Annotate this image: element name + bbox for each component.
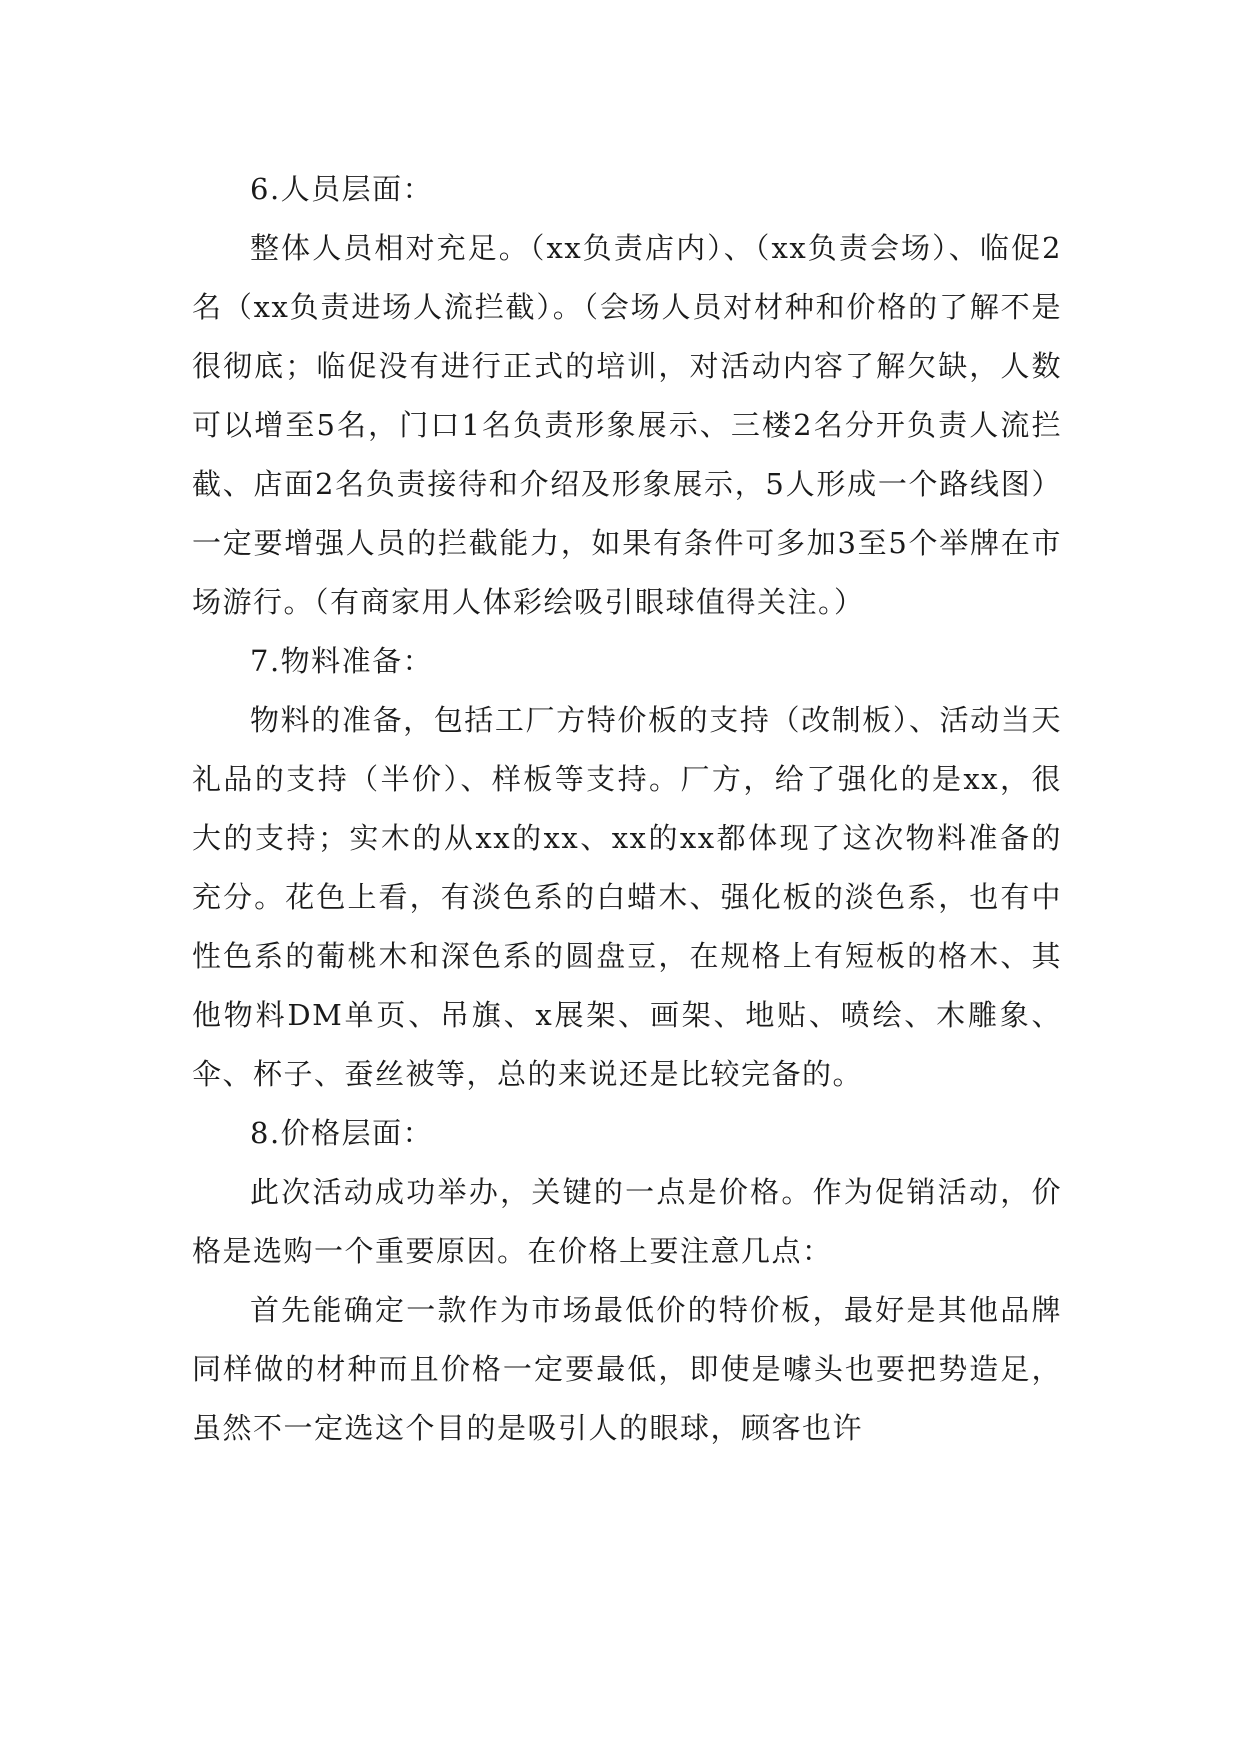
document-body: [192, 160, 1062, 1458]
paragraph-materials: 物料的准备，包括工厂方特价板的支持（改制板）、活动当天礼品的支持（半价）、样板等支持。厂方，给了强化的是xx，很大的支持；实木的从xx的xx、xx的xx都体现了这次物料准备的充分。花色上看，有淡色系的白蜡木、强化板的淡色系，也有中性色系的葡桃木和深色系的圆盘豆，在规格上有短板的格木、其他物料DM单页、吊旗、x展架、画架、地贴、喷绘、木雕象、伞、杯子、蚕丝被等，总的来说还是比较完备的。: [192, 703, 1062, 1091]
paragraph-personnel: 整体人员相对充足。（xx负责店内）、（xx负责会场）、临促2名（xx负责进场人流拦截）。（会场人员对材种和价格的了解不是很彻底；临促没有进行正式的培训，对活动内容了解欠缺，人数可以增至5名，门口1名负责形象展示、三楼2名分开负责人流拦截、店面2名负责接待和介绍及形象展示，5人形成一个路线图）一定要增强人员的拦截能力，如果有条件可多加3至5个举牌在市场游行。（有商家用人体彩绘吸引眼球值得关注。）: [192, 231, 1062, 619]
paragraph-pricing-intro: 此次活动成功举办，关键的一点是价格。作为促销活动，价格是选购一个重要原因。在价格上要注意几点：: [192, 1175, 1062, 1268]
paragraph-pricing-first: 首先能确定一款作为市场最低价的特价板，最好是其他品牌同样做的材种而且价格一定要最低，即使是噱头也要把势造足，虽然不一定选这个目的是吸引人的眼球，顾客也许: [192, 1293, 1062, 1445]
section-heading-pricing: 8.价格层面：: [250, 1116, 434, 1150]
section-heading-materials: 7.物料准备：: [250, 644, 434, 678]
section-heading-personnel: 6.人员层面：: [250, 172, 434, 206]
